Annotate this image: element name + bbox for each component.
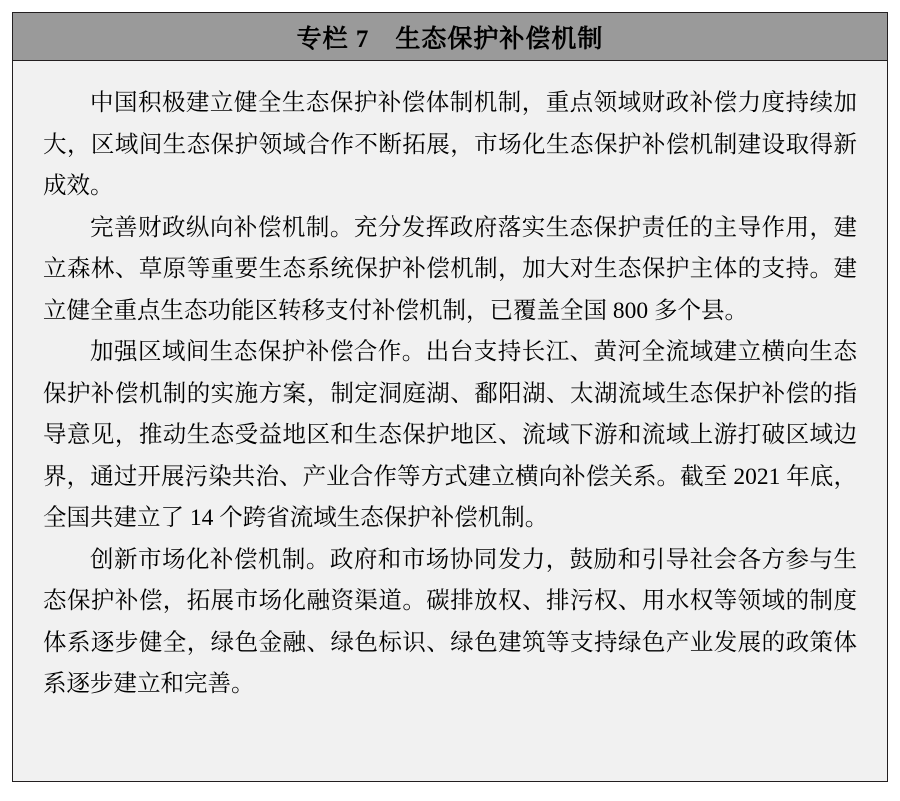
paragraph-2: 完善财政纵向补偿机制。充分发挥政府落实生态保护责任的主导作用，建立森林、草原等重要生态系统保护补偿机制，加大对生态保护主体的支持。建立健全重点生态功能区转移支付补偿机制，已覆盖全国 800 多个县。 — [43, 214, 857, 324]
callout-box-header — [13, 13, 887, 61]
callout-box-body — [13, 61, 887, 781]
paragraph-3: 加强区域间生态保护补偿合作。出台支持长江、黄河全流域建立横向生态保护补偿机制的实施方案，制定洞庭湖、鄱阳湖、太湖流域生态保护补偿的指导意见，推动生态受益地区和生态保护地区、流域下游和流域上游打破区域边界，通过开展污染共治、产业合作等方式建立横向补偿关系。截至 2021 年底，全国共建立了 14 个跨省流域生态保护补偿机制。 — [43, 339, 857, 531]
callout-box — [12, 12, 888, 782]
paragraph-1: 中国积极建立健全生态保护补偿体制机制，重点领域财政补偿力度持续加大，区域间生态保护领域合作不断拓展，市场化生态保护补偿机制建设取得新成效。 — [43, 90, 857, 199]
paragraph-4: 创新市场化补偿机制。政府和市场协同发力，鼓励和引导社会各方参与生态保护补偿，拓展市场化融资渠道。碳排放权、排污权、用水权等领域的制度体系逐步健全，绿色金融、绿色标识、绿色建筑等支持绿色产业发展的政策体系逐步建立和完善。 — [43, 546, 857, 697]
callout-box-title: 专栏 7 生态保护补偿机制 — [296, 25, 604, 53]
